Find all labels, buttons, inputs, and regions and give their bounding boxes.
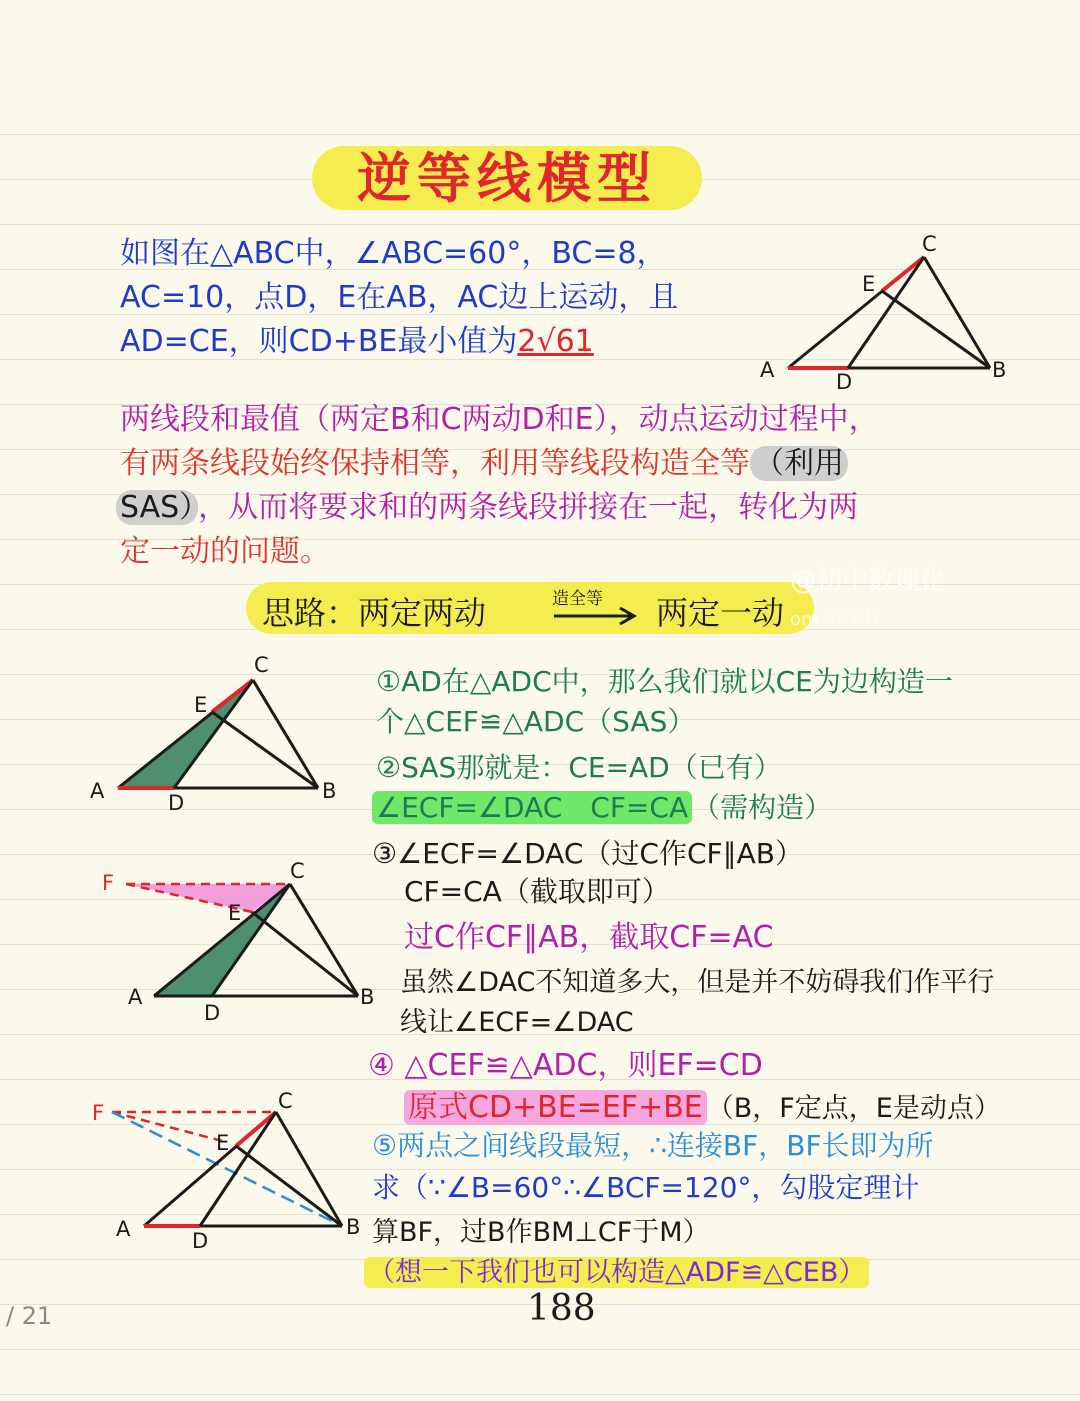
step3-line-1: ③∠ECF=∠DAC（过C作CF∥AB）: [372, 837, 803, 870]
explanation-line-2: [120, 438, 848, 482]
fig3-label-A: A: [128, 985, 143, 1009]
step2-line-1: ②SAS那就是：CE=AD（已有）: [376, 751, 782, 784]
fig2-label-D: D: [168, 791, 185, 815]
sas-highlight-end: SAS）: [116, 490, 198, 525]
fig2-label-C: C: [254, 653, 269, 677]
arrow-icon: [552, 606, 642, 626]
step5-line-3: 算BF，过B作BM⊥CF于M）: [372, 1217, 710, 1248]
step2-suffix: （需构造）: [692, 791, 833, 824]
explanation-line-4: 定一动的问题。: [120, 534, 330, 569]
figure-1-triangle: [760, 232, 1020, 395]
sas-highlight-start: （利用: [750, 446, 848, 481]
step5-line-2: 求（∵∠B=60°∴∠BCF=120°，勾股定理计: [372, 1171, 920, 1204]
step5-line-1: ⑤两点之间线段最短，∴连接BF，BF长即为所: [372, 1129, 934, 1162]
step3-line-4: 虽然∠DAC不知道多大，但是并不妨碍我们作平行: [400, 967, 995, 998]
fig4-label-E: E: [216, 1131, 230, 1155]
answer-value: 2√61: [517, 324, 594, 359]
fig1-label-A: A: [760, 358, 775, 382]
figure-3-triangle: [100, 859, 380, 1032]
problem-line-1: 如图在△ABC中，∠ABC=60°，BC=8，: [120, 236, 667, 271]
step2-line-2: [372, 786, 832, 826]
page-number: 188: [527, 1288, 596, 1329]
fig4-label-C: C: [278, 1089, 293, 1113]
problem-line-2: AC=10，点D，E在AB，AC边上运动，且: [120, 280, 679, 315]
figure-2-triangle: [88, 652, 358, 822]
step4-suffix: （B，F定点，E是动点）: [706, 1093, 1001, 1124]
explanation-line-3: [116, 482, 858, 526]
step1-line-2: 个△CEF≌△ADC（SAS）: [376, 705, 696, 738]
problem-line-3: [120, 316, 594, 360]
fig4-label-A: A: [116, 1217, 131, 1241]
step2-highlight: ∠ECF=∠DAC CF=CA: [372, 791, 692, 824]
step1-line-1: ①AD在△ADC中，那么我们就以CE为边构造一: [376, 665, 953, 698]
fig3-label-D: D: [204, 1001, 221, 1025]
idea-arrow-label: 造全等: [552, 589, 603, 609]
page-counter: / 21: [6, 1302, 53, 1330]
fig2-label-E: E: [194, 693, 208, 717]
top-blank-area: [0, 0, 1080, 130]
step4-highlight: 原式CD+BE=EF+BE: [404, 1090, 707, 1125]
page-title: 逆等线模型: [357, 146, 657, 210]
step3-line-5: 线让∠ECF=∠DAC: [400, 1007, 634, 1038]
fig3-label-F: F: [102, 871, 115, 895]
fig2-label-B: B: [322, 779, 337, 803]
fig3-label-E: E: [228, 901, 242, 925]
figure-4-triangle: [90, 1089, 370, 1253]
step3-line-3: 过C作CF∥AB，截取CF=AC: [404, 920, 774, 955]
idea-left: 思路：两定两动: [262, 594, 487, 632]
explanation-line-3-text: ，从而将要求和的两条线段拼接在一起，转化为两: [198, 490, 859, 525]
fig1-label-B: B: [992, 358, 1007, 382]
explanation-line-2-text: 有两条线段始终保持相等，利用等线段构造全等: [120, 446, 750, 481]
fig2-label-A: A: [90, 779, 105, 803]
fig4-label-D: D: [192, 1229, 209, 1253]
fig1-label-C: C: [922, 232, 937, 256]
step5-line-4: [364, 1250, 869, 1289]
fig3-label-B: B: [360, 985, 375, 1009]
watermark-sub: om 小红书: [790, 609, 879, 630]
fig4-label-F: F: [92, 1101, 105, 1125]
fig1-label-D: D: [836, 370, 853, 394]
watermark-handle: @初中数理化: [790, 566, 947, 596]
idea-right: 两定一动: [656, 594, 785, 632]
fig1-label-E: E: [862, 272, 876, 296]
problem-line-3-text: AD=CE，则CD+BE最小值为: [120, 324, 518, 359]
fig4-label-B: B: [346, 1215, 361, 1239]
step4-line-2: [404, 1082, 1001, 1126]
step3-line-2: CF=CA（截取即可）: [404, 875, 670, 908]
step5-highlight: （想一下我们也可以构造△ADF≌△CEB）: [364, 1257, 869, 1288]
explanation-line-1: 两线段和最值（两定B和C两动D和E），动点运动过程中，: [120, 402, 879, 437]
step4-line-1: ④ △CEF≌△ADC，则EF=CD: [368, 1048, 763, 1083]
fig3-label-C: C: [290, 859, 305, 883]
